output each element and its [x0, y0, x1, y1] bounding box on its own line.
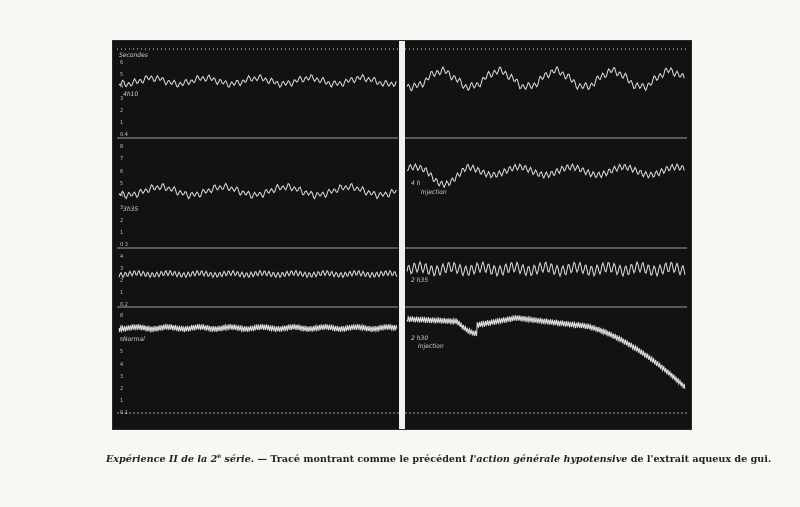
panel4-tick-label: 3: [120, 374, 124, 380]
seconds-label: Secondes: [119, 52, 148, 59]
caption-text-1: — Tracé montrant comme le précédent: [254, 454, 470, 466]
panel2-tick-label: 0.3: [120, 242, 128, 248]
panel4-tick-label: 4: [120, 362, 124, 368]
panel1-left-time: 4h10: [123, 91, 139, 98]
panel1-trace-right: [407, 67, 684, 91]
figure-plate: [112, 40, 692, 430]
figure-caption: [106, 453, 772, 466]
panel1-tick-label: 0.4: [120, 132, 128, 138]
panel2-tick-label: 6: [120, 169, 124, 175]
panel2-tick-label: 2: [120, 218, 124, 224]
panel2-tick-label: 4: [120, 193, 124, 199]
panel1-trace-left: [119, 72, 396, 88]
panel2-left-time: 3h35: [123, 206, 139, 213]
panel3-tick-label: 4: [120, 254, 124, 260]
panel4-injection-note: Injection: [418, 343, 444, 350]
panel3-tick-label: 1: [120, 290, 124, 296]
panel1-tick-label: 6: [120, 60, 124, 66]
panel2-tick-label: 3: [120, 205, 124, 211]
plate-divider: [399, 41, 405, 429]
panel3-tick-label: 2: [120, 278, 124, 284]
panel4-left-note: Normal: [123, 336, 145, 343]
panel4-trace-left: [119, 324, 397, 332]
panel4-tick-label: 8: [120, 313, 124, 319]
panel2-trace-left: [119, 183, 396, 198]
panel1-tick-label: 4: [120, 84, 124, 90]
panel4-tick-label: 5: [120, 349, 124, 355]
panel2-tick-label: 5: [120, 181, 124, 187]
kymograph-traces: [113, 41, 691, 429]
panel3-tick-label: 3: [120, 266, 124, 272]
panel1-tick-label: 5: [120, 72, 124, 78]
caption-lead-sup: e: [217, 453, 222, 460]
panel4-tick-label: 2: [120, 386, 124, 392]
panel2-trace-right: [407, 164, 684, 187]
caption-lead-tail: série.: [221, 454, 255, 466]
panel4-tick-label: 7: [120, 325, 124, 331]
panel1-tick-label: 3: [120, 96, 124, 102]
panel3-tick-label: 0.2: [120, 302, 128, 308]
caption-emphasis: l'action générale hypotensive: [469, 454, 628, 466]
panel1-tick-label: 2: [120, 108, 124, 114]
panel4-tick-label: 1: [120, 398, 124, 404]
panel3-trace-left: [119, 271, 397, 278]
panel4-right-time: 2 h30: [411, 335, 429, 342]
caption-lead: Expérience II de la 2: [106, 454, 218, 466]
panel2-right-time: 4 h: [411, 180, 421, 187]
panel2-tick-label: 1: [120, 230, 124, 236]
panel2-tick-label: 7: [120, 156, 124, 162]
panel3-trace-right: [407, 262, 685, 276]
panel1-tick-label: 1: [120, 120, 124, 126]
panel4-tick-label: 6: [120, 337, 124, 343]
panel2-injection-note: Injection: [421, 189, 447, 196]
panel3-right-time: 2 h35: [411, 277, 429, 284]
panel4-trace-right: [407, 315, 685, 389]
panel4-tick-label: 0.1: [120, 410, 128, 416]
panel2-tick-label: 8: [120, 144, 124, 150]
caption-text-2: de l'extrait aqueux de gui.: [627, 454, 772, 466]
